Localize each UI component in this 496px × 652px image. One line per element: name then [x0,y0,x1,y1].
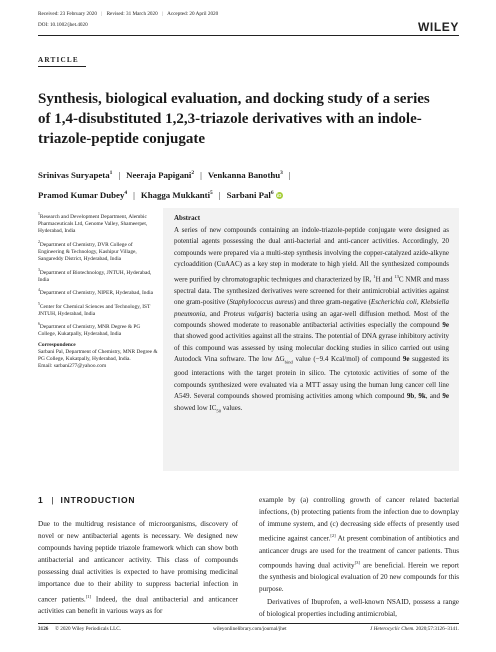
revised-date: Revised: 31 March 2020 [106,11,158,17]
affiliations [38,211,158,371]
section-divider: | [51,495,55,505]
body-paragraph: Due to the multidrug resistance of microorganisms, discovery of novel or new antibacterial agents is necessary. We designed new compounds having peptide triazole framework which can show both antibacterial and anticancer activity. This class of compounds possessing dual activities is expected to have promising medicinal importance due to their ability to suppress bacterial infection in cancer patients.[1] Indeed, the dual antibacterial and anticancer activities can benefit in various ways as for [38,520,238,616]
affiliation: $^1$Research and Development Department, Alembic Pharmaceuticals Ltd, Genome Valley, Shameerpet, Hyderabad, India [38,212,148,235]
page-number: 3126 [38,626,49,632]
author-list: Srinivas Suryapeta$^1$ | Neeraja Papigani$^2$ | Venkanna Banothu$^3$ | Pramod Kumar Dubey$^4$ | Khagga Mukkanti$^5$ | Sarbani Pal$^6$ iD [38,169,291,200]
affiliation: $^4$Department of Chemistry, NIPER, Hyderabad, India [38,288,154,296]
affiliation: $^6$Department of Chemistry, MNR Degree & PG College, Kukatpally, Hyderabad, India [38,322,141,338]
correspondence-heading: Correspondence [38,341,76,348]
correspondence-text: Sarbani Pal, Department of Chemistry, MNR Degree & PG College, Kukatpally, Hyderabad, India. [38,348,158,363]
right-column [259,494,459,620]
date-separator: | [101,11,103,17]
author[interactable]: Venkanna Banothu$^3$ [207,169,283,180]
label-rule [38,66,86,67]
publication-dates [38,11,338,17]
paper-title: Synthesis, biological evaluation, and docking study of a series of 1,4-disubstituted 1,2,3-triazole derivatives with an indole-triazole-peptide conjugate [38,91,430,147]
body-paragraph: example by (a) controlling growth of cancer related bacterial infections, (b) protecting patients from the infection due to downplay of immune system, and (c) decreasing side effects of presently used medicine against cancer.[2] At present combination of antibiotics and anticancer drugs are used for the treatment of cancer patients. Thus compounds having dual activity[3] are beneficial. Herein we report the synthesis and biological evaluation of 20 new compounds for this purpose. [259,496,459,594]
page-footer [38,626,459,634]
section-heading [38,495,135,505]
received-date: Received: 23 February 2020 [38,11,97,17]
abstract-box [163,208,459,471]
header-rule [38,35,459,36]
affiliation: $^5$Center for Chemical Sciences and Technology, IST JNTUH, Hyderabad, India [38,301,151,317]
date-separator: | [162,11,164,17]
footer-rule [38,623,459,624]
author[interactable]: Pramod Kumar Dubey$^4$ [38,189,128,200]
abstract-text: A series of new compounds containing an indole-triazole-peptide conjugate were designed as potential agents possessing the dual anti-bacterial and anti-cancer activities. Accordingly, 20 compounds were prepared via a multi-step synthesis involving the copper-catalyzed azide-alkyne cycloaddition (CuAAC) as a key step in moderate to high yield. All the synthesized compounds were purified by chromatographic techniques and characterized by IR, $^1$H and $^{13}$C NMR and mass spectral data. The synthesized derivatives were screened for their antimicrobial activities against one gram-positive (Staphylococcus aureus) and three gram-negative (Escherichia coli, Klebsiella pneumonia, and Proteus vulgaris) bacteria using an agar-well diffusion method. Most of the compounds showed moderate to reasonable antibacterial activities especially the compound 9e that showed good activities against all the strains. The potential of DNA gyrase inhibitory activity of this compound was assessed by using molecular docking studies in silico carried out using Autodock Vina software. The low $\Delta G_{bind}$ value (−9.4 Kcal/mol) of compound 9e suggested its good interactions with the target protein in silico. The cytotoxic activities of some of the compounds synthesized were evaluated via a MTT assay using the human lung cancer cell line A549. Several compounds showed promising activities among which compound 9b, 9k, and 9e showed low $IC_{50}$ values. [174,226,450,413]
article-type-label: ARTICLE [38,56,79,64]
orcid-icon[interactable]: iD [276,192,282,198]
correspondence-email[interactable]: Email: sarbani277@yahoo.com [38,363,107,370]
doi[interactable]: DOI: 10.1002/jhet.4020 [38,22,88,28]
author[interactable]: Khagga Mukkanti$^5$ [140,189,213,200]
journal-url[interactable]: wileyonlinelibrary.com/journal/jhet [213,626,287,632]
affiliation: $^3$Department of Biotechnology, JNTUH, Hyderabad, India [38,267,152,283]
author[interactable]: Srinivas Suryapeta$^1$ [38,169,113,180]
section-number: 1 [38,495,44,505]
affiliation: $^2$Department of Chemistry, DVR College of Engineering & Technology, Kashipur Village, Sangareddy District, Hyderabad, India [38,239,137,262]
accepted-date: Accepted: 20 April 2020 [167,11,219,17]
author[interactable]: Sarbani Pal$^6$ [226,189,274,200]
section-title: INTRODUCTION [60,495,136,505]
copyright: © 2020 Wiley Periodicals LLC. [55,626,122,632]
left-column [38,518,238,617]
author[interactable]: Neeraja Papigani$^2$ [126,169,195,180]
publisher-logo: WILEY [418,20,459,34]
body-paragraph: Derivatives of Ibuprofen, a well-known NSAID, possess a range of biological properties including antimicrobial, [259,597,459,618]
journal-citation: J Heterocyclic Chem. 2020;57:3126–3141. [370,626,459,632]
abstract-heading: Abstract [174,214,201,222]
